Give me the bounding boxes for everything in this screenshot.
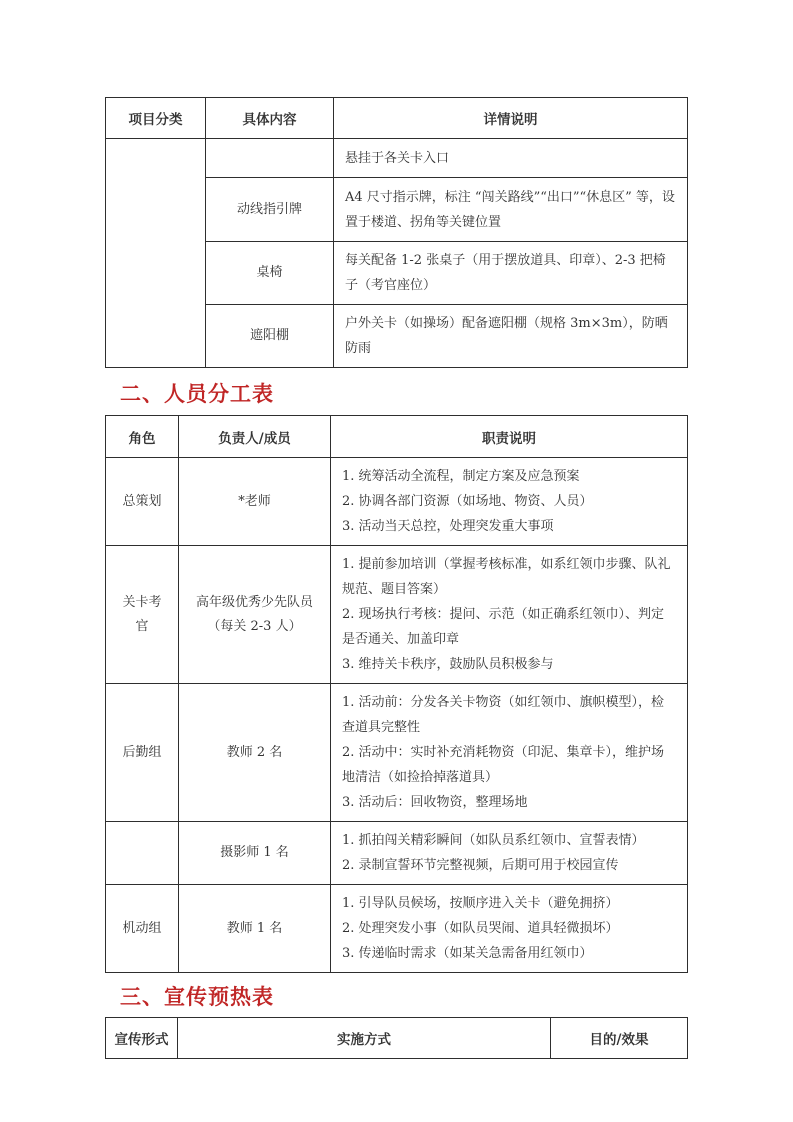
duty-item: 1. 抓拍闯关精彩瞬间（如队员系红领巾、宣誓表情）: [342, 833, 645, 848]
duties-cell: [331, 458, 688, 546]
supplies-header-row: [106, 98, 688, 139]
members-cell: 教师 1 名: [179, 885, 331, 973]
duty-item: 2. 协调各部门资源（如场地、物资、人员）: [342, 494, 593, 509]
role-cell: [106, 822, 179, 885]
duty-item: 1. 提前参加培训（掌握考核标准，如系红领巾步骤、队礼规范、题目答案）: [342, 557, 671, 597]
members-cell: *老师: [179, 458, 331, 546]
duty-item: 3. 维持关卡秩序，鼓励队员积极参与: [342, 657, 554, 672]
supplies-header-item: 具体内容: [206, 98, 334, 139]
duty-item: 3. 活动当天总控，处理突发重大事项: [342, 519, 554, 534]
supplies-detail-cell: 悬挂于各关卡入口: [334, 139, 688, 178]
supplies-category-merged-cell: [106, 139, 206, 368]
section-title-promo: 三、宣传预热表: [120, 984, 274, 1009]
table-row: [106, 822, 688, 885]
members-cell: 教师 2 名: [179, 684, 331, 822]
duty-item: 2. 活动中：实时补充消耗物资（印泥、集章卡），维护场地清洁（如捡拾掉落道具）: [342, 745, 665, 785]
personnel-header-members: 负责人/成员: [179, 416, 331, 458]
role-cell: 关卡考官: [106, 546, 179, 684]
members-cell: 高年级优秀少先队员（每关 2-3 人）: [179, 546, 331, 684]
document-content: [105, 97, 687, 1059]
supplies-header-detail: 详情说明: [334, 98, 688, 139]
section-title-personnel: 二、人员分工表: [120, 381, 274, 406]
duty-item: 3. 活动后：回收物资，整理场地: [342, 795, 528, 810]
supplies-detail-cell: A4 尺寸指示牌，标注 “闯关路线”“出口”“休息区” 等，设置于楼道、拐角等关键位置: [334, 178, 688, 242]
role-cell: 机动组: [106, 885, 179, 973]
supplies-item-cell: 遮阳棚: [206, 305, 334, 368]
duty-item: 1. 统筹活动全流程，制定方案及应急预案: [342, 469, 580, 484]
table-row: [106, 885, 688, 973]
supplies-item-cell: [206, 139, 334, 178]
duty-item: 2. 录制宣誓环节完整视频，后期可用于校园宣传: [342, 858, 619, 873]
duties-cell: [331, 546, 688, 684]
supplies-detail-cell: 户外关卡（如操场）配备遮阳棚（规格 3m×3m），防晒防雨: [334, 305, 688, 368]
duties-cell: [331, 885, 688, 973]
promo-header-row: [106, 1018, 688, 1059]
table-row: [106, 546, 688, 684]
duty-item: 2. 处理突发小事（如队员哭闹、道具轻微损坏）: [342, 921, 619, 936]
supplies-item-cell: 桌椅: [206, 242, 334, 305]
promo-header-method: 实施方式: [178, 1018, 551, 1059]
promo-table: [105, 1017, 688, 1059]
duty-item: 3. 传递临时需求（如某关急需备用红领巾）: [342, 946, 593, 961]
role-cell: 后勤组: [106, 684, 179, 822]
promo-header-form: 宣传形式: [106, 1018, 178, 1059]
duty-item: 1. 引导队员候场，按顺序进入关卡（避免拥挤）: [342, 896, 619, 911]
duties-cell: [331, 822, 688, 885]
table-row: [106, 458, 688, 546]
members-cell: 摄影师 1 名: [179, 822, 331, 885]
personnel-header-duties: 职责说明: [331, 416, 688, 458]
supplies-detail-cell: 每关配备 1-2 张桌子（用于摆放道具、印章）、2-3 把椅子（考官座位）: [334, 242, 688, 305]
personnel-table: [105, 415, 688, 973]
duties-cell: [331, 684, 688, 822]
duty-item: 1. 活动前：分发各关卡物资（如红领巾、旗帜模型），检查道具完整性: [342, 695, 665, 735]
personnel-header-row: [106, 416, 688, 458]
supplies-table: [105, 97, 688, 368]
promo-header-effect: 目的/效果: [551, 1018, 688, 1059]
table-row: [106, 684, 688, 822]
supplies-item-cell: 动线指引牌: [206, 178, 334, 242]
personnel-header-role: 角色: [106, 416, 179, 458]
role-cell: 总策划: [106, 458, 179, 546]
duty-item: 2. 现场执行考核：提问、示范（如正确系红领巾）、判定是否通关、加盖印章: [342, 607, 665, 647]
supplies-header-category: 项目分类: [106, 98, 206, 139]
table-row: [106, 139, 688, 178]
